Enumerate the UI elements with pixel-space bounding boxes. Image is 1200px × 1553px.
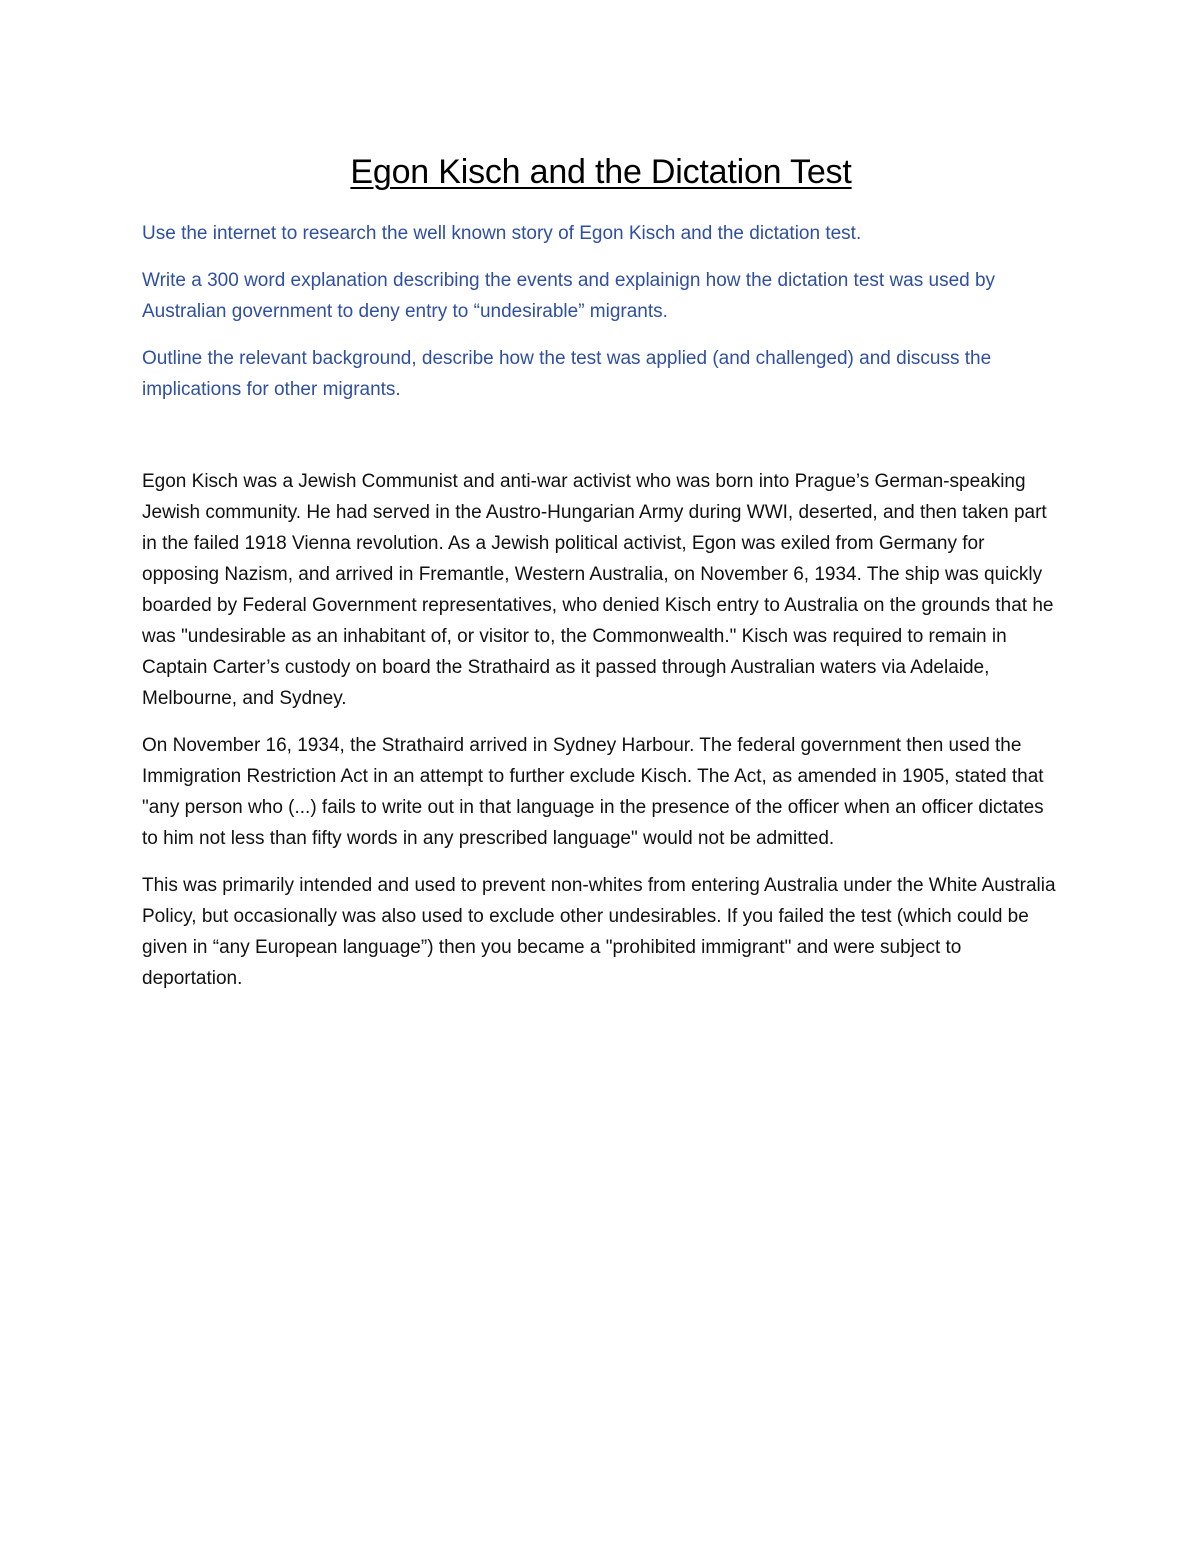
section-spacer: [142, 421, 1060, 466]
document-content: [142, 150, 1060, 1010]
body-paragraph-sydney-arrival: On November 16, 1934, the Strathaird arrived in Sydney Harbour. The federal government then used the Immigration Restriction Act in an attempt to further exclude Kisch. The Act, as amended in 1905, stated that "any person who (...) fails to write out in that language in the presence of the officer when an officer dictates to him not less than fifty words in any prescribed language" would not be admitted.: [142, 735, 1044, 849]
instruction-write-explanation: Write a 300 word explanation describing the events and explainign how the dictation test was used by Australian government to deny entry to “undesirable” migrants.: [142, 270, 996, 322]
document-title: Egon Kisch and the Dictation Test: [350, 153, 852, 191]
body-paragraph-white-australia-policy: This was primarily intended and used to prevent non-whites from entering Australia under the White Australia Policy, but occasionally was also used to exclude other undesirables. If you failed the test (which could be given in “any European language”) then you became a "prohibited immigrant" and were subject to deportation.: [142, 875, 1056, 989]
body-paragraph-background: Egon Kisch was a Jewish Communist and anti-war activist who was born into Prague’s German-speaking Jewish community. He had served in the Austro-Hungarian Army during WWI, deserted, and then taken part in the failed 1918 Vienna revolution. As a Jewish political activist, Egon was exiled from Germany for opposing Nazism, and arrived in Fremantle, Western Australia, on November 6, 1934. The ship was quickly boarded by Federal Government representatives, who denied Kisch entry to Australia on the grounds that he was "undesirable as an inhabitant of, or visitor to, the Commonwealth." Kisch was required to remain in Captain Carter’s custody on board the Strathaird as it passed through Australian waters via Adelaide, Melbourne, and Sydney.: [142, 471, 1054, 709]
instruction-research: Use the internet to research the well known story of Egon Kisch and the dictation test.: [142, 223, 862, 244]
instruction-outline: Outline the relevant background, describe how the test was applied (and challenged) and discuss the implications for other migrants.: [142, 348, 992, 400]
